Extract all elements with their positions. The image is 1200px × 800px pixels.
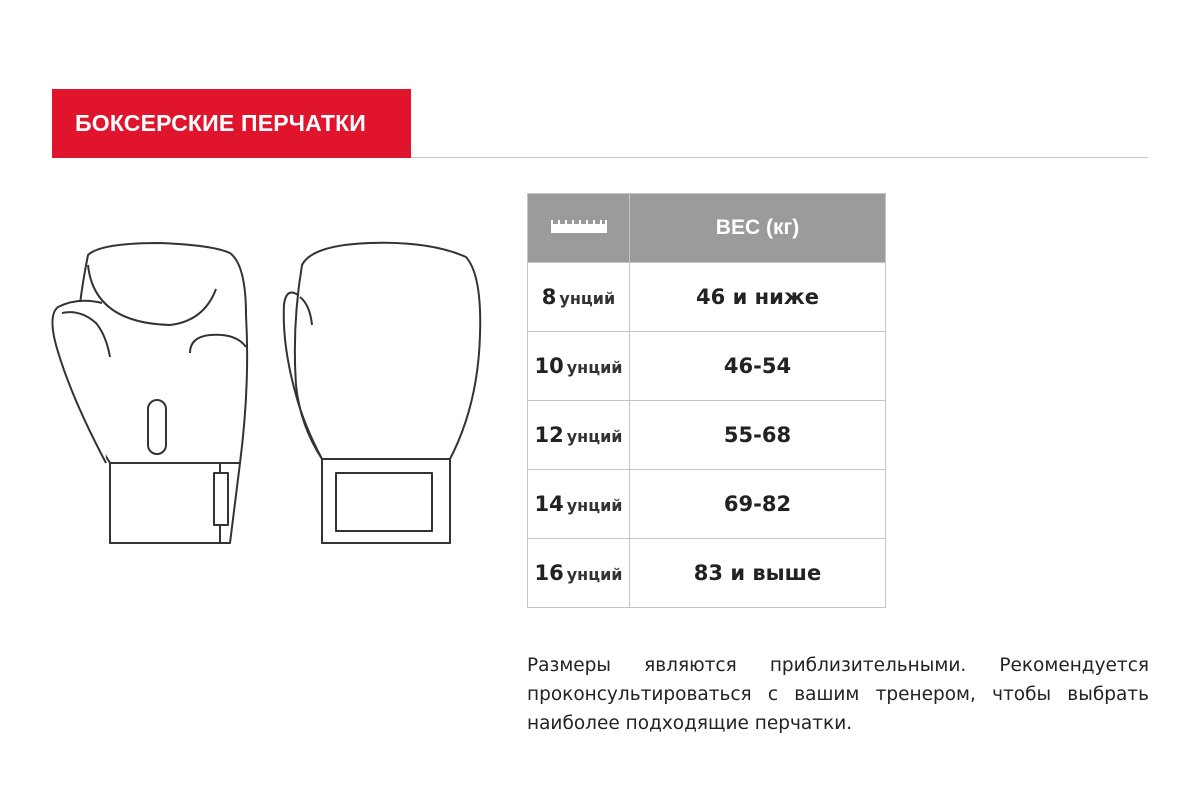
size-unit: унций — [566, 496, 623, 515]
size-unit: унций — [559, 289, 616, 308]
weight-cell: 55-68 — [630, 401, 886, 470]
size-unit: унций — [566, 358, 623, 377]
table-row — [528, 401, 886, 470]
table-row — [528, 263, 886, 332]
size-value: 10 — [534, 354, 564, 378]
table-row — [528, 332, 886, 401]
size-cell — [528, 470, 630, 539]
size-unit: унций — [566, 427, 623, 446]
size-value: 14 — [534, 492, 564, 516]
weight-cell: 46-54 — [630, 332, 886, 401]
title-banner — [52, 89, 411, 158]
size-cell — [528, 332, 630, 401]
title-divider — [411, 157, 1148, 158]
table-row — [528, 470, 886, 539]
page-title: БОКСЕРСКИЕ ПЕРЧАТКИ — [75, 110, 367, 136]
size-cell — [528, 401, 630, 470]
weight-cell: 69-82 — [630, 470, 886, 539]
size-value: 12 — [534, 423, 564, 447]
ruler-icon — [550, 218, 608, 234]
table-header-row — [528, 194, 886, 263]
weight-cell: 46 и ниже — [630, 263, 886, 332]
glove-back-icon — [284, 243, 480, 543]
boxing-gloves-illustration — [40, 235, 490, 555]
size-value: 16 — [534, 561, 564, 585]
sizing-note: Размеры являются приблизительными. Рекомендуется проконсультироваться с вашим тренером, чтобы выбрать наиболее подходящие перчатки. — [527, 654, 1149, 734]
size-unit: унций — [566, 565, 623, 584]
size-value: 8 — [541, 285, 557, 309]
weight-column-header: ВЕС (кг) — [630, 194, 886, 263]
size-cell — [528, 539, 630, 608]
size-chart-table — [527, 193, 886, 608]
size-column-header — [528, 194, 630, 263]
weight-cell: 83 и выше — [630, 539, 886, 608]
size-cell — [528, 263, 630, 332]
glove-palm-icon — [52, 243, 247, 543]
table-row — [528, 539, 886, 608]
